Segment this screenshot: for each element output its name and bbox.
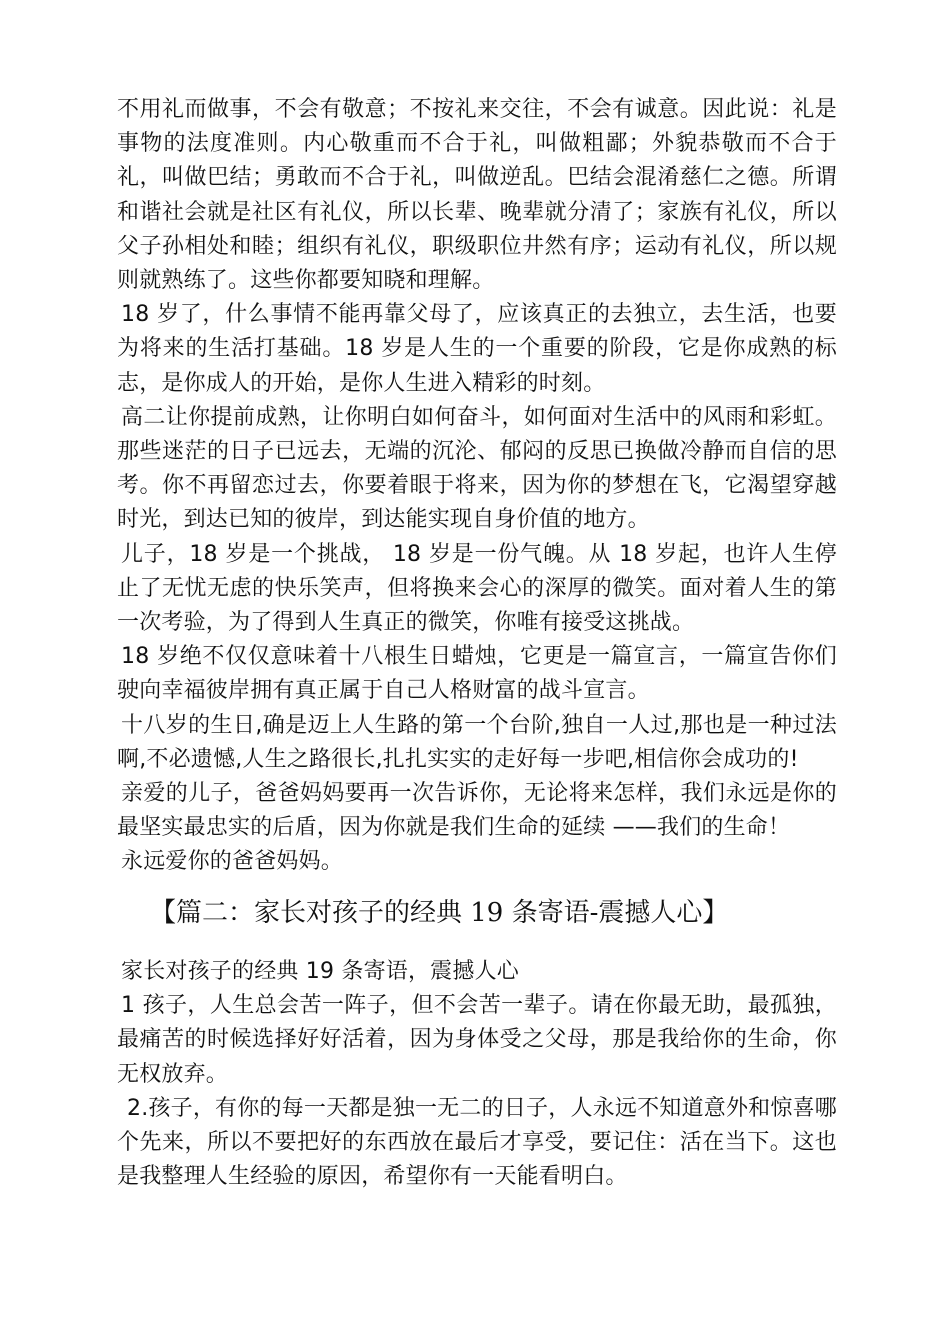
- paragraph-challenge: 儿子，18 岁是一个挑战， 18 岁是一份气魄。从 18 岁起，也许人生停止了无忧无虑的快乐笑声，但将换来会心的深厚的微笑。面对着人生的第一次考验，为了得到人生真正的微笑，你唯有接受这挑战。: [117, 541, 837, 636]
- section-two-item-2: 2.孩子，有你的每一天都是独一无二的日子，人永远不知道意外和惊喜哪个先来，所以不要把好的东西放在最后才享受，要记住：活在当下。这也是我整理人生经验的原因，希望你有一天能看明白。: [117, 1095, 837, 1190]
- paragraph-birthday: 十八岁的生日,确是迈上人生路的第一个台阶,独自一人过,那也是一种过法啊,不必遗憾,人生之路很长,扎扎实实的走好每一步吧,相信你会成功的!: [117, 712, 837, 772]
- paragraph-declaration: 18 岁绝不仅仅意味着十八根生日蜡烛，它更是一篇宣言，一篇宣告你们驶向幸福彼岸拥有真正属于自己人格财富的战斗宣言。: [117, 644, 837, 704]
- letter-body: [117, 93, 837, 880]
- section-heading: 【篇二：家长对孩子的经典 19 条寄语-震撼人心】: [150, 898, 729, 928]
- paragraph-grade-two: 高二让你提前成熟，让你明白如何奋斗，如何面对生活中的风雨和彩虹。那些迷茫的日子已远去，无端的沉沦、郁闷的反思已换做冷静而自信的思考。你不再留恋过去，你要着眼于将来，因为你的梦想在飞，它渴望穿越时光，到达已知的彼岸，到达能实现自身价值的地方。: [117, 404, 837, 533]
- section-two-item-1: 1 孩子，人生总会苦一阵子，但不会苦一辈子。请在你最无助，最孤独，最痛苦的时候选择好好活着，因为身体受之父母，那是我给你的生命，你无权放弃。: [117, 993, 837, 1087]
- paragraph-etiquette: 不用礼而做事，不会有敬意；不按礼来交往，不会有诚意。因此说：礼是事物的法度准则。内心敬重而不合于礼，叫做粗鄙；外貌恭敬而不合于礼，叫做巴结；勇敢而不合于礼，叫做逆乱。巴结会混淆慈仁之德。所谓和谐社会就是社区有礼仪，所以长辈、晚辈就分清了；家族有礼仪，所以父子孙相处和睦；组织有礼仪，职级职位井然有序；运动有礼仪，所以规则就熟练了。这些你都要知晓和理解。: [117, 97, 837, 294]
- section-two-body: [117, 955, 837, 1194]
- paragraph-signature: 永远爱你的爸爸妈妈。: [121, 849, 344, 875]
- section-two-intro: 家长对孩子的经典 19 条寄语，震撼人心: [121, 959, 519, 984]
- paragraph-age-18: 18 岁了，什么事情不能再靠父母了，应该真正的去独立，去生活，也要为将来的生活打基础。18 岁是人生的一个重要的阶段，它是你成熟的标志，是你成人的开始，是你人生进入精彩的时刻。: [117, 302, 837, 396]
- paragraph-parents: 亲爱的儿子，爸爸妈妈要再一次告诉你，无论将来怎样，我们永远是你的最坚实最忠实的后盾，因为你就是我们生命的延续 ——我们的生命！: [117, 781, 837, 841]
